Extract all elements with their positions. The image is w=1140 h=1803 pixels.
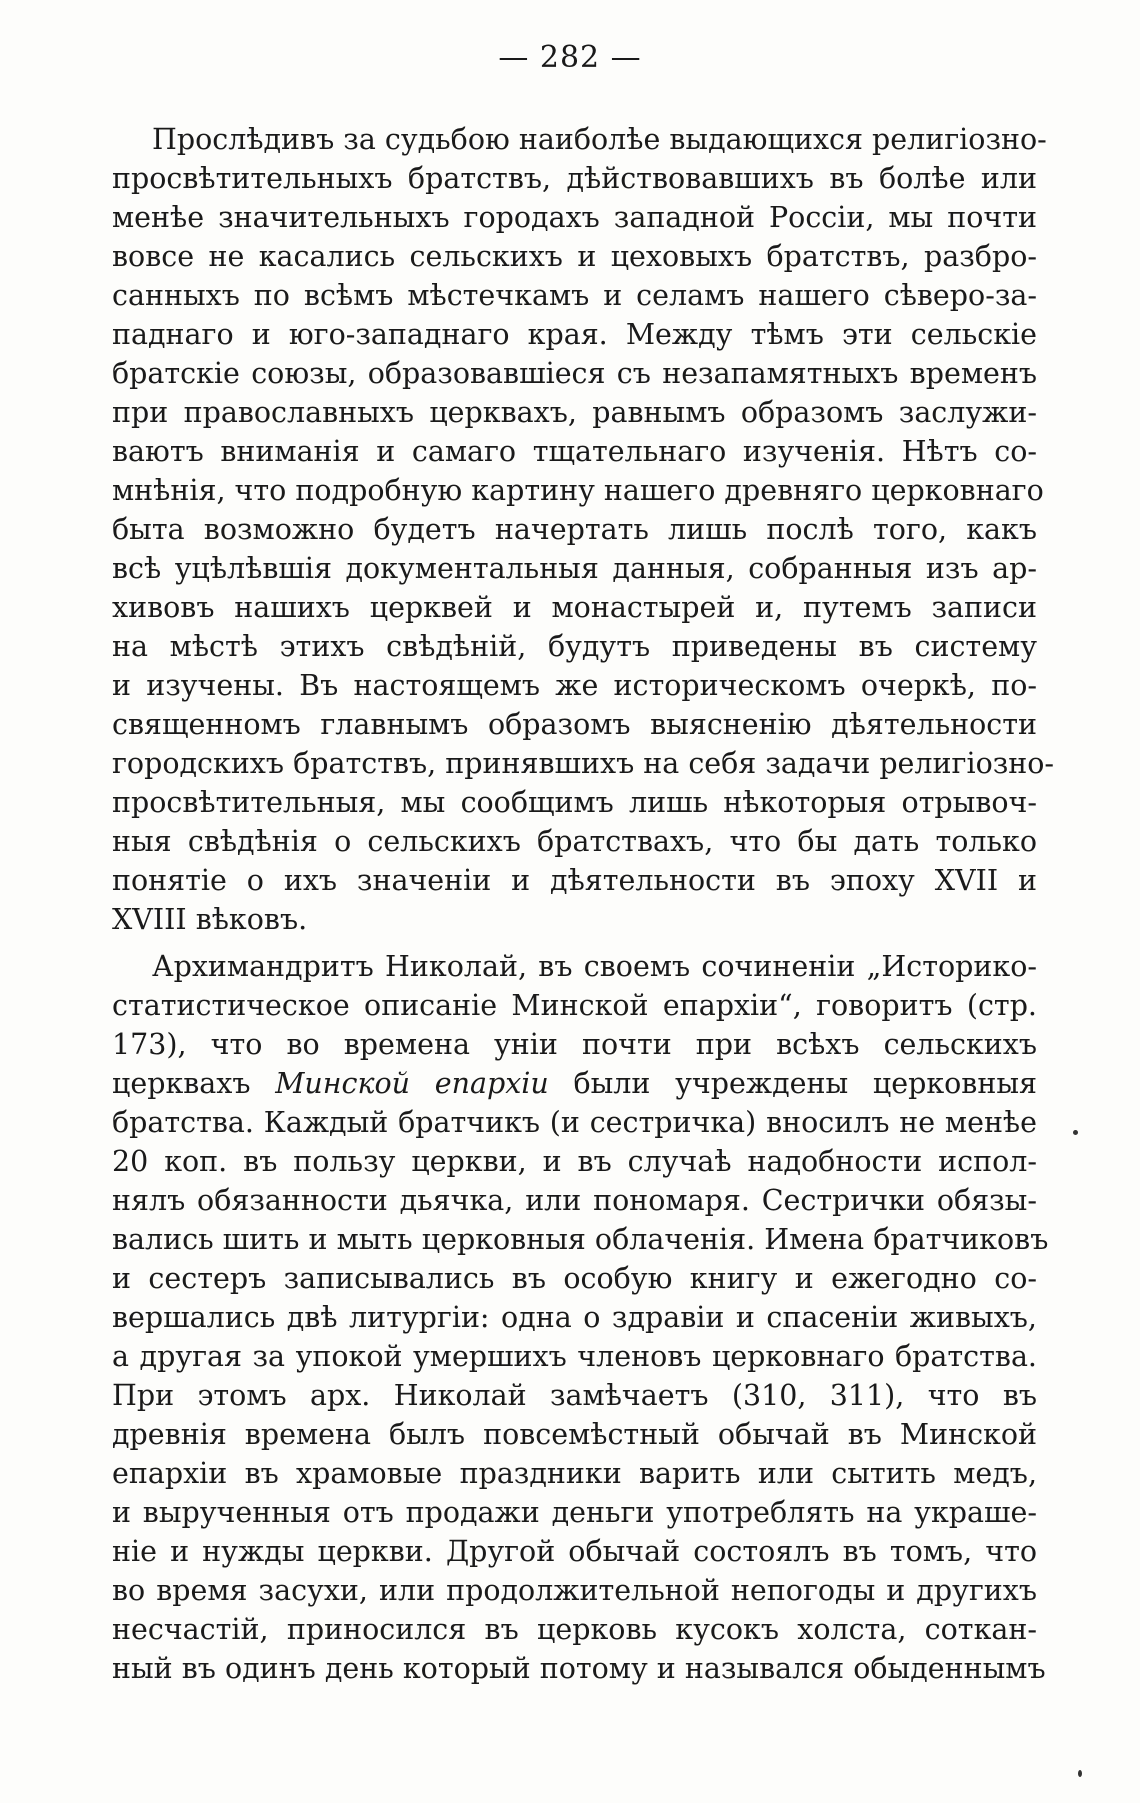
text-line [112,1298,1037,1337]
text-segment: братства. Каждый братчикъ (и сестричка) вносилъ не менѣе [112,1106,1037,1139]
text-line [112,1376,1037,1415]
text-line [112,1571,1037,1610]
text-segment: Архимандритъ Николай, въ своемъ сочиненіи „Историко- [152,950,1037,983]
text-segment: а другая за упокой умершихъ членовъ церковнаго братства. [112,1340,1037,1373]
text-line: и изучены. Въ настоящемъ же историческомъ очеркѣ, по- [112,669,1037,702]
text-line: ваютъ вниманія и самаго тщательнаго изученія. Нѣтъ со- [112,435,1037,468]
page-number: — 282 — [498,40,642,75]
text-line: просвѣтительныя, мы сообщимъ лишь нѣкоторыя отрывоч- [112,786,1037,819]
text-line [112,1454,1037,1493]
emphasized-text: Минской епархіи [275,1067,549,1100]
text-line [112,986,1037,1025]
text-segment: несчастій, приносился въ церковь кусокъ холста, соткан- [112,1613,1037,1646]
text-line [112,947,1037,986]
text-line: священномъ главнымъ образомъ выясненію дѣятельности [112,708,1037,741]
text-line: понятіе о ихъ значеніи и дѣятельности въ эпоху XVII и [112,864,1037,897]
text-segment: древнія времена былъ повсемѣстный обычай въ Минской [112,1418,1037,1451]
text-segment: и сестеръ записывались въ особую книгу и ежегодно со- [112,1262,1037,1295]
print-speck [1078,1770,1082,1777]
text-segment: ный въ одинъ день который потому и назывался обыденнымъ [112,1652,1046,1685]
text-line: всѣ уцѣлѣвшія документальныя данныя, собранныя изъ ар- [112,552,1037,585]
text-segment: При этомъ арх. Николай замѣчаетъ (310, 311), что въ [112,1379,1037,1412]
text-segment: церквахъ [112,1067,276,1100]
text-line [112,1337,1037,1376]
text-line [112,1493,1037,1532]
text-segment: вались шить и мыть церковныя облаченія. Имена братчиковъ [112,1223,1049,1256]
text-line: паднаго и юго-западнаго края. Между тѣмъ эти сельскіе [112,318,1037,351]
paragraph-spacer [112,939,1037,947]
paragraph-1 [112,120,1055,939]
text-line: быта возможно будетъ начертать лишь послѣ того, какъ [112,513,1037,546]
text-line: братскіе союзы, образовавшіеся съ незапамятныхъ временъ [112,357,1037,390]
text-segment: во время засухи, или продолжительной непогоды и другихъ [112,1574,1037,1607]
text-line [112,1259,1037,1298]
paragraph-2 [112,947,1049,1688]
body-text [112,120,1055,1688]
text-line [112,1532,1037,1571]
text-line: санныхъ по всѣмъ мѣстечкамъ и селамъ нашего сѣверо-за- [112,279,1037,312]
text-line: городскихъ братствъ, принявшихъ на себя задачи религіозно- [112,747,1055,780]
text-segment: статистическое описаніе Минской епархіи“, говоритъ (стр. [112,989,1037,1022]
text-line: менѣе значительныхъ городахъ западной Россіи, мы почти [112,201,1037,234]
text-segment: были учреждены церковныя [548,1067,1037,1100]
text-segment: вершались двѣ литургіи: одна о здравіи и спасеніи живыхъ, [112,1301,1037,1334]
text-line: мнѣнія, что подробную картину нашего древняго церковнаго [112,474,1044,507]
text-line [112,1220,1049,1259]
text-segment: 20 коп. въ пользу церкви, и въ случаѣ надобности испол- [112,1145,1037,1178]
text-segment: нялъ обязанности дьячка, или пономаря. Сестрички обязы- [112,1184,1037,1217]
text-line [112,1103,1037,1142]
text-line: XVIII вѣковъ. [112,903,308,936]
text-line [112,1415,1037,1454]
text-line: просвѣтительныхъ братствъ, дѣйствовавшихъ въ болѣе или [112,162,1037,195]
text-line: вовсе не касались сельскихъ и цеховыхъ братствъ, разбро- [112,240,1037,273]
text-line [112,1181,1037,1220]
text-line [112,1610,1037,1649]
text-line [112,1142,1037,1181]
text-line: Прослѣдивъ за судьбою наиболѣе выдающихся религіозно- [152,123,1047,156]
text-line [112,1649,1046,1688]
text-line: ныя свѣдѣнія о сельскихъ братствахъ, что бы дать только [112,825,1037,858]
text-line: при православныхъ церквахъ, равнымъ образомъ заслужи- [112,396,1037,429]
text-line [112,1025,1037,1064]
print-speck [1073,1130,1078,1135]
text-line [112,1064,1037,1103]
text-line: хивовъ нашихъ церквей и монастырей и, путемъ записи [112,591,1037,624]
text-segment: епархіи въ храмовые праздники варить или сытить медъ, [112,1457,1037,1490]
text-segment: ніе и нужды церкви. Другой обычай состоялъ въ томъ, что [112,1535,1037,1568]
text-segment: 173), что во времена уніи почти при всѣхъ сельскихъ [112,1028,1037,1061]
text-segment: и вырученныя отъ продажи деньги употреблять на украше- [112,1496,1037,1529]
text-line: на мѣстѣ этихъ свѣдѣній, будутъ приведены въ систему [112,630,1037,663]
